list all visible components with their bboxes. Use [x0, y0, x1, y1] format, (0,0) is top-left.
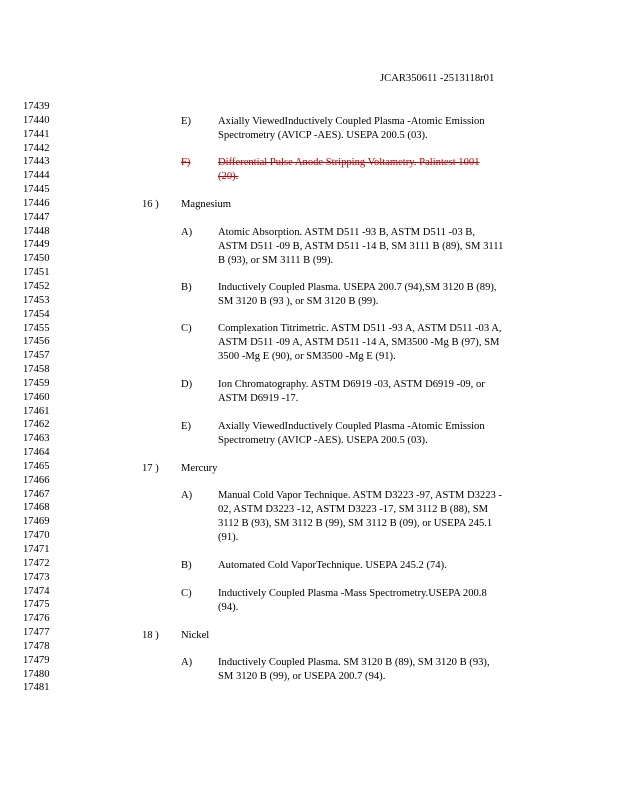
line-number: 17455 — [23, 322, 50, 334]
item-text-struck: Differential Pulse Anode Stripping Voltametry. Palintest 1001 (20). — [218, 157, 480, 182]
item-letter: E) — [181, 116, 191, 127]
section-title: Mercury — [181, 463, 218, 474]
item-text: Manual Cold Vapor Technique. ASTM D3223 -97, ASTM D3223 - 02, ASTM D3223 -12, ASTM D3223 -17, SM 3112 B (88), SM 3112 B (93), SM 3112 B (99), SM 3112 B (09), or USEPA 245.1 (91). — [218, 490, 503, 543]
document-header: JCAR350611 -2513118r01 — [380, 73, 495, 84]
item-letter: E) — [181, 421, 191, 432]
line-number: 17439 — [23, 101, 50, 112]
item-letter-struck: F) — [181, 157, 191, 168]
item-letter: C) — [181, 588, 192, 599]
line-number: 17446 — [23, 197, 50, 209]
item-text: Axially ViewedInductively Coupled Plasma -Atomic Emission Spectrometry (AVICP -AES). USEPA 200.5 (03). — [218, 421, 485, 446]
line-number: 17457 — [23, 350, 50, 362]
line-number: 17452 — [23, 280, 50, 292]
section-number: 18 ) — [142, 630, 159, 641]
line-number: 17456 — [23, 336, 50, 348]
line-number: 17440 — [23, 114, 50, 126]
line-number: 17461 — [23, 405, 50, 417]
line-number: 17443 — [23, 156, 50, 168]
item-text: Automated Cold VaporTechnique. USEPA 245.2 (74). — [218, 560, 447, 571]
section-title: Nickel — [181, 630, 210, 641]
section-number: 16 ) — [142, 199, 159, 210]
line-number: 17464 — [23, 447, 50, 459]
item-text: Inductively Coupled Plasma -Mass Spectrometry.USEPA 200.8 (94). — [218, 588, 487, 613]
item-text: Ion Chromatography. ASTM D6919 -03, ASTM D6919 -09, or ASTM D6919 -17. — [218, 379, 485, 404]
line-number: 17448 — [23, 225, 50, 237]
line-number: 17476 — [23, 613, 50, 625]
line-number: 17479 — [23, 654, 50, 666]
line-number: 17473 — [23, 571, 50, 583]
item-letter: D) — [181, 379, 193, 390]
line-number: 17458 — [23, 364, 50, 376]
line-number: 17477 — [23, 627, 50, 639]
line-number: 17462 — [23, 419, 50, 431]
line-number: 17445 — [23, 184, 50, 196]
item-text: Complexation Titrimetric. ASTM D511 -93 A, ASTM D511 -03 A, ASTM D511 -09 A, ASTM D511 -14 A, SM3500 -Mg B (97), SM 3500 -Mg E (90), or SM3500 -Mg E (91). — [218, 323, 502, 362]
section-title: Magnesium — [181, 199, 232, 210]
line-number: 17481 — [23, 682, 50, 694]
line-number: 17470 — [23, 530, 50, 542]
line-number: 17467 — [23, 488, 50, 500]
item-letter: C) — [181, 323, 192, 334]
line-number: 17449 — [23, 239, 50, 251]
line-number: 17480 — [23, 668, 50, 680]
item-letter: A) — [181, 657, 193, 668]
line-number: 17468 — [23, 502, 50, 514]
section-number: 17 ) — [142, 463, 159, 474]
line-number: 17474 — [23, 585, 50, 597]
item-text: Inductively Coupled Plasma. USEPA 200.7 (94),SM 3120 B (89), SM 3120 B (93 ), or SM 3120 B (99). — [218, 282, 497, 307]
line-number: 17451 — [23, 267, 50, 279]
line-number: 17447 — [23, 211, 50, 223]
item-text: Axially ViewedInductively Coupled Plasma -Atomic Emission Spectrometry (AVICP -AES). USEPA 200.5 (03). — [218, 116, 485, 141]
line-number: 17472 — [23, 557, 50, 569]
line-numbers — [23, 100, 49, 695]
item-letter: A) — [181, 490, 193, 501]
line-number: 17454 — [23, 308, 50, 320]
line-number: 17465 — [23, 460, 50, 472]
item-text: Atomic Absorption. ASTM D511 -93 B, ASTM D511 -03 B, ASTM D511 -09 B, ASTM D511 -14 B, SM 3111 B (89), SM 3111 B (93), or SM 3111 B (99). — [218, 227, 504, 266]
line-number: 17442 — [23, 142, 50, 154]
line-number: 17471 — [23, 544, 50, 555]
line-number: 17450 — [23, 253, 50, 265]
line-number: 17460 — [23, 391, 50, 403]
item-text: Inductively Coupled Plasma. SM 3120 B (89), SM 3120 B (93), SM 3120 B (99), or USEPA 200.7 (94). — [218, 657, 490, 682]
line-number: 17441 — [23, 128, 50, 140]
line-number: 17444 — [23, 170, 50, 182]
line-number: 17459 — [23, 377, 50, 389]
line-number: 17463 — [23, 433, 50, 445]
line-number: 17475 — [23, 599, 50, 611]
item-letter: B) — [181, 282, 192, 293]
item-letter: B) — [181, 560, 192, 571]
item-letter: A) — [181, 227, 193, 238]
line-number: 17466 — [23, 474, 50, 486]
line-number: 17469 — [23, 516, 50, 528]
line-number: 17453 — [23, 294, 50, 306]
line-number: 17478 — [23, 640, 50, 652]
